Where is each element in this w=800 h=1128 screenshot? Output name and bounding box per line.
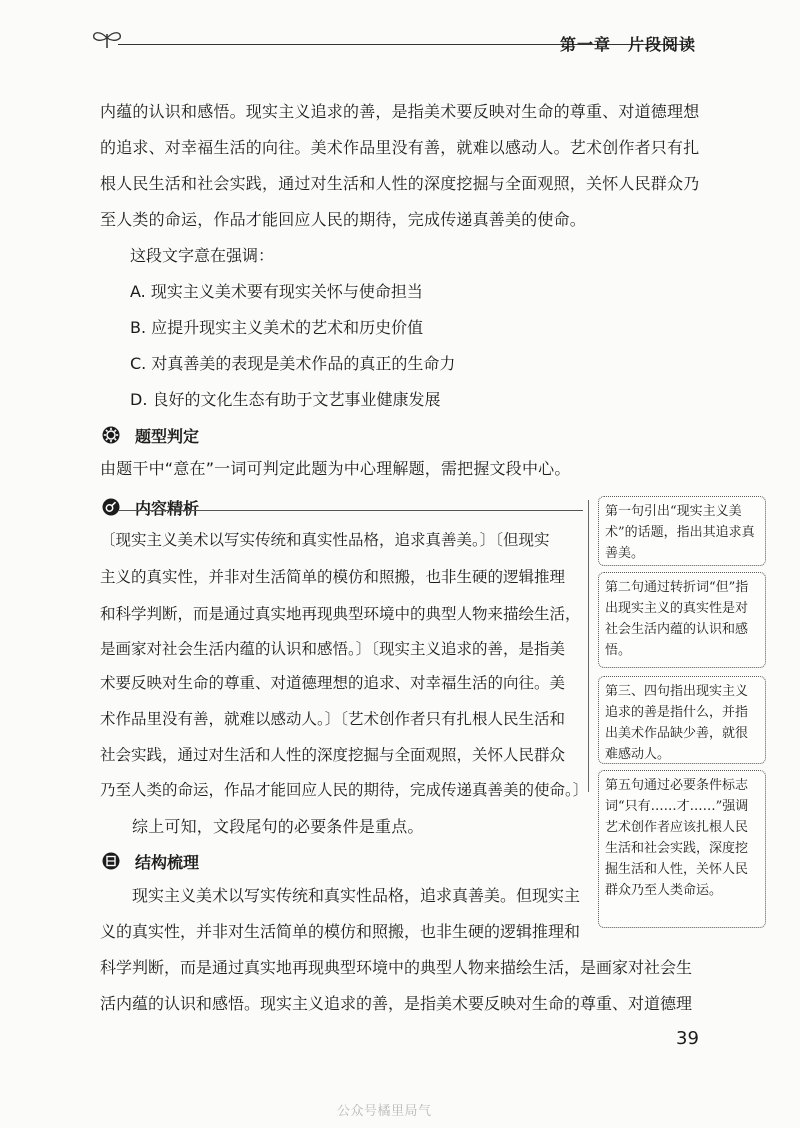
structure-line-2: 义的真实性，并非对生活简单的模仿和照搬，也非生硬的逻辑推理和	[100, 922, 581, 941]
passage-line-2: 的追求、对幸福生活的向往。美术作品里没有善，就难以感动人。艺术创作者只有扎	[100, 138, 700, 157]
analysis-line-8: 乃至人类的命运，作品才能回应人民的期待，完成传递真善美的使命。〕	[100, 781, 589, 799]
side-note-1	[598, 496, 766, 566]
note-connector-line	[588, 500, 589, 792]
analysis-line-5: 术要反映对生命的尊重、对道德理想的追求、对幸福生活的向往。美	[100, 674, 566, 692]
analysis-line-2: 主义的真实性，并非对生活简单的模仿和照搬，也非生硬的逻辑推理	[100, 568, 566, 586]
page-number: 39	[676, 1028, 699, 1049]
gear-icon	[102, 426, 120, 444]
type-judgement-text: 由题干中“意在”一词可判定此题为中心理解题，需把握文段中心。	[100, 459, 571, 478]
analysis-line-4: 是画家对社会生活内蕴的认识和感悟。〕〔现实主义追求的善，是指美	[100, 640, 566, 658]
side-note-3-text: 第三、四句指出现实主义追求的善是指什么，并指出美术作品缺少善，就很难感动人。	[605, 684, 749, 762]
side-note-2	[598, 572, 766, 668]
sprout-icon	[90, 26, 124, 50]
side-note-2-text: 第二句通过转折词“但”指出现实主义的真实性是对社会生活内蕴的认识和感悟。	[605, 580, 749, 658]
question-stem: 这段文字意在强调：	[130, 246, 275, 265]
passage-line-4: 至人类的命运，作品才能回应人民的期待，完成传递真善美的使命。	[100, 210, 587, 229]
side-note-4	[598, 770, 766, 928]
analysis-line-3: 和科学判断，而是通过真实地再现典型环境中的典型人物来描绘生活，	[100, 605, 581, 623]
section-title-structure: 结构梳理	[135, 853, 200, 872]
passage-line-3: 根人民生活和社会实践，通过对生活和人性的深度挖掘与全面观照，关怀人民群众乃	[100, 174, 700, 193]
option-b: B. 应提升现实主义美术的艺术和历史价值	[130, 318, 424, 337]
structure-line-4: 活内蕴的认识和感悟。现实主义追求的善，是指美术要反映对生命的尊重、对道德理	[100, 994, 693, 1013]
side-note-3	[598, 676, 766, 764]
option-a: A. 现实主义美术要有现实关怀与使命担当	[130, 282, 423, 301]
structure-line-3: 科学判断，而是通过真实地再现典型环境中的典型人物来描绘生活，是画家对社会生	[100, 958, 693, 977]
section-title-analysis: 内容精析	[135, 499, 200, 518]
analysis-line-1: 〔现实主义美术以写实传统和真实性品格，追求真善美。〕〔但现实	[100, 531, 550, 549]
analysis-line-7: 社会实践，通过对生活和人性的深度挖掘与全面观照，关怀人民群众	[100, 746, 566, 764]
side-note-1-text: 第一句引出“现实主义美术”的话题，指出其追求真善美。	[605, 504, 755, 561]
option-c: C. 对真善美的表现是美术作品的真正的生命力	[130, 354, 456, 373]
option-d: D. 良好的文化生态有助于文艺事业健康发展	[130, 390, 441, 409]
passage-line-1: 内蕴的认识和感悟。现实主义追求的善，是指美术要反映对生命的尊重、对道德理想	[100, 102, 700, 121]
side-note-4-text: 第五句通过必要条件标志词“只有……才……”强调艺术创作者应该扎根人民生活和社会实践，深度挖掘生活和人性，关怀人民群众乃至人类命运。	[605, 778, 749, 898]
structure-line-1: 现实主义美术以写实传统和真实性品格，追求真善美。但现实主	[132, 886, 581, 905]
section-title-type: 题型判定	[135, 427, 200, 446]
chapter-title: 第一章 片段阅读	[560, 35, 697, 54]
watermark: 公众号橘里局气	[337, 1104, 432, 1119]
analysis-line-6: 术作品里没有善，就难以感动人。〕〔艺术创作者只有扎根人民生活和	[100, 710, 566, 728]
analysis-bracket-line	[118, 510, 583, 512]
structure-icon	[102, 852, 120, 870]
analysis-conclusion: 综上可知，文段尾句的必要条件是重点。	[132, 817, 424, 836]
magnifier-icon	[102, 498, 120, 516]
